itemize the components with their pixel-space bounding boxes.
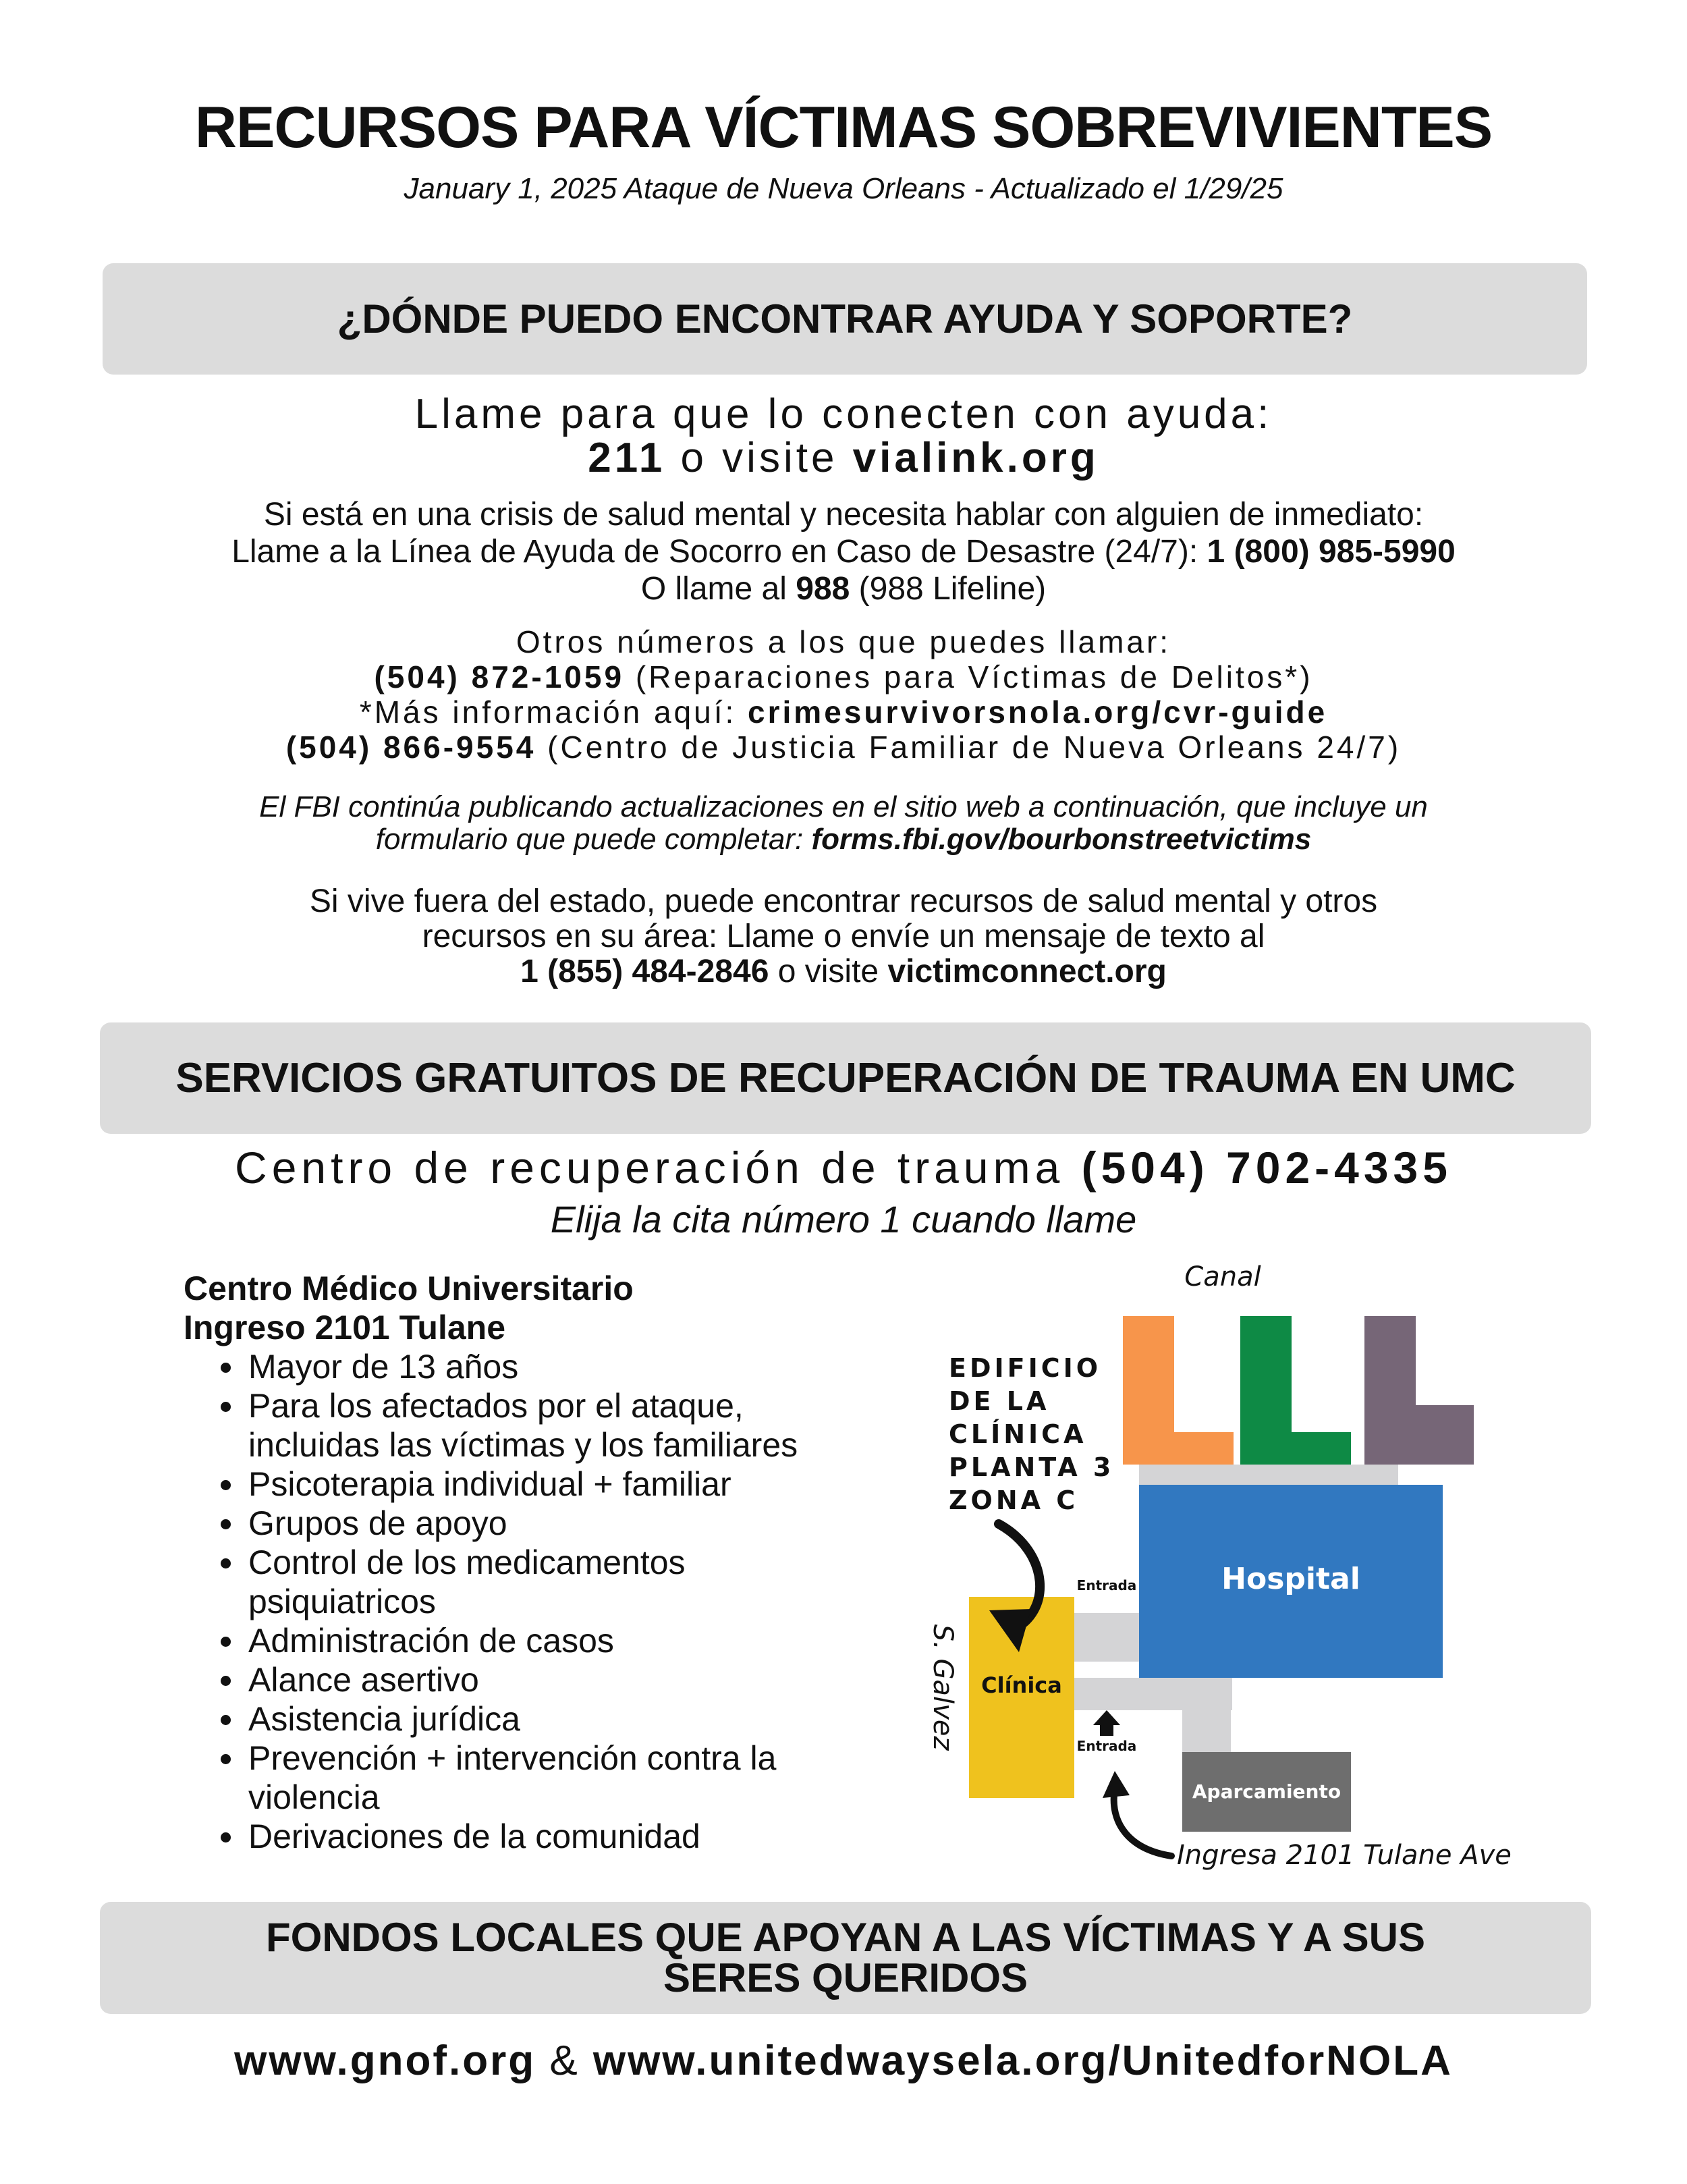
entrance-arrow-icon — [1093, 1710, 1120, 1736]
list-item: • Derivaciones de la comunidad — [246, 1817, 879, 1856]
building-label-line: PLANTA 3 — [949, 1452, 1115, 1482]
trauma-section-heading: SERVICIOS GRATUITOS DE RECUPERACIÓN DE TRAUMA EN UMC — [100, 1022, 1591, 1134]
purple-building — [1364, 1316, 1474, 1465]
address-pointer-arrowhead-icon — [1103, 1771, 1130, 1798]
funds-links — [0, 2037, 1687, 2085]
connector-top — [1139, 1465, 1398, 1485]
list-item: • Asistencia jurídica — [246, 1699, 879, 1739]
fbi-line-1: El FBI continúa publicando actualizaciones en el sitio web a continuación, que incluye un — [259, 790, 1428, 823]
family-justice-text: (Centro de Justicia Familiar de Nueva Orleans 24/7) — [536, 730, 1402, 765]
crime-reparations-number[interactable]: (504) 872-1059 — [374, 659, 625, 694]
building-label-line: CLÍNICA — [949, 1419, 1087, 1449]
funds-heading-line-1: FONDOS LOCALES QUE APOYAN A LAS VÍCTIMAS Y A SUS — [266, 1915, 1425, 1960]
victimconnect-number[interactable]: 1 (855) 484-2846 — [520, 954, 769, 989]
list-item: • Grupos de apoyo — [246, 1504, 879, 1543]
building-label-line: DE LA — [949, 1386, 1050, 1416]
address-label: Ingresa 2101 Tulane Ave — [1177, 1840, 1512, 1871]
crisis-line-3-suffix: (988 Lifeline) — [850, 571, 1047, 607]
clinic-label: Clínica — [981, 1672, 1062, 1698]
fbi-form-link[interactable]: forms.fbi.gov/bourbonstreetvictims — [811, 823, 1312, 856]
funds-heading-line-2: SERES QUERIDOS — [663, 1955, 1028, 2000]
location-line-1: Centro Médico Universitario — [184, 1270, 634, 1307]
parking-label: Aparcamiento — [1192, 1780, 1342, 1803]
family-justice-number[interactable]: (504) 866-9554 — [285, 730, 536, 765]
trauma-instruction: Elija la cita número 1 cuando llame — [550, 1198, 1137, 1240]
help-section-heading: ¿DÓNDE PUEDO ENCONTRAR AYUDA Y SOPORTE? — [103, 263, 1587, 375]
disaster-helpline-number[interactable]: 1 (800) 985-5990 — [1207, 534, 1456, 570]
green-building — [1240, 1316, 1351, 1465]
crisis-line-2-text: Llame a la Línea de Ayuda de Socorro en Caso de Desastre (24/7): — [231, 534, 1207, 570]
victimconnect-link[interactable]: victimconnect.org — [887, 954, 1167, 989]
funds-section-heading — [100, 1902, 1591, 2014]
gnof-link[interactable]: www.gnof.org — [234, 2038, 536, 2084]
trauma-center-text: Centro de recuperación de trauma — [235, 1143, 1082, 1193]
connector-entrance-top — [1074, 1613, 1139, 1662]
street-label-canal: Canal — [1184, 1261, 1261, 1292]
outside-or: o visite — [769, 954, 888, 989]
crime-reparations-text: (Reparaciones para Víctimas de Delitos*) — [624, 659, 1313, 694]
entrance-label-top: Entrada — [1076, 1577, 1137, 1593]
orange-building — [1123, 1316, 1234, 1465]
crisis-line-1: Si está en una crisis de salud mental y necesita hablar con alguien de inmediato: — [263, 497, 1424, 533]
crisis-line-3-prefix: O llame al — [640, 571, 796, 607]
call-line: Llame para que lo conecten con ayuda: — [414, 391, 1273, 437]
list-item: • Mayor de 13 años — [246, 1347, 879, 1386]
vialink-link[interactable]: vialink.org — [852, 435, 1099, 481]
list-item: • Para los afectados por el ataque, incluidas las víctimas y los familiares — [246, 1386, 879, 1465]
lifeline-number[interactable]: 988 — [796, 571, 850, 607]
list-item: • Prevención + intervención contra la violencia — [246, 1739, 879, 1817]
entrance-label-bottom: Entrada — [1076, 1738, 1137, 1754]
list-item: • Administración de casos — [246, 1621, 879, 1660]
outside-line-2: recursos en su área: Llame o envíe un mensaje de texto al — [422, 919, 1265, 954]
location-line-2: Ingreso 2101 Tulane — [184, 1309, 506, 1346]
page-subtitle: January 1, 2025 Ataque de Nueva Orleans - Actualizado el 1/29/25 — [404, 172, 1283, 205]
building-label-line: ZONA C — [949, 1485, 1079, 1515]
cvr-guide-link[interactable]: crimesurvivorsnola.org/cvr-guide — [748, 694, 1328, 730]
call-number[interactable]: 211 — [588, 435, 666, 481]
connector-parking — [1182, 1678, 1231, 1752]
hospital-label: Hospital — [1221, 1562, 1360, 1596]
building-label-line: EDIFICIO — [949, 1353, 1102, 1383]
fbi-line-2-text: formulario que puede completar: — [375, 823, 812, 856]
page-title: RECURSOS PARA VÍCTIMAS SOBREVIVIENTES — [194, 95, 1493, 160]
list-item: • Alance asertivo — [246, 1660, 879, 1699]
address-pointer-curve — [1114, 1789, 1171, 1856]
unitedway-link[interactable]: www.unitedwaysela.org/UnitedforNOLA — [592, 2038, 1453, 2084]
trauma-center-number[interactable]: (504) 702-4335 — [1081, 1143, 1452, 1193]
list-item: • Control de los medicamentos psiquiatricos — [246, 1543, 879, 1621]
other-numbers-title: Otros números a los que puedes llamar: — [516, 624, 1171, 659]
outside-line-1: Si vive fuera del estado, puede encontrar recursos de salud mental y otros — [309, 883, 1378, 919]
links-separator: & — [536, 2038, 593, 2084]
call-or-visit: o visite — [665, 435, 853, 481]
more-info-text: *Más información aquí: — [359, 694, 748, 730]
list-item: • Psicoterapia individual + familiar — [246, 1465, 879, 1504]
street-label-galvez: S. Galvez — [927, 1624, 958, 1751]
